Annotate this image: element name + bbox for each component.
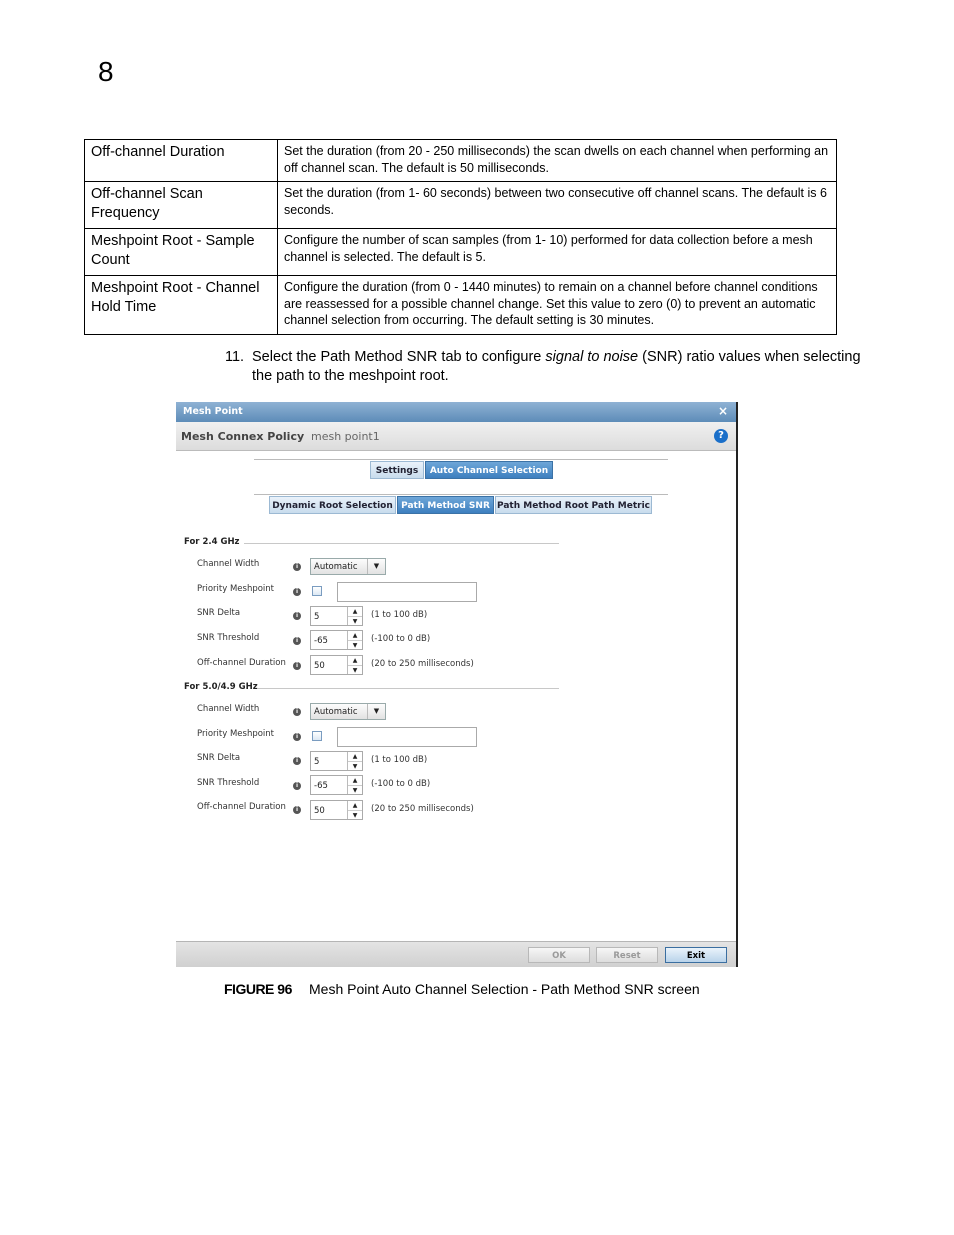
section-divider	[244, 543, 559, 544]
mesh-point-screenshot	[176, 402, 738, 967]
channel-width-select[interactable]	[310, 558, 386, 575]
window-titlebar	[176, 402, 736, 422]
priority-meshpoint-checkbox[interactable]	[312, 586, 322, 596]
stepper-buttons[interactable]	[347, 776, 362, 794]
stepper-down-icon[interactable]: ▼	[352, 787, 358, 794]
snr-threshold-stepper[interactable]	[310, 775, 363, 795]
stepper-up-icon[interactable]: ▲	[348, 631, 362, 641]
offchannel-duration-value: 50	[314, 806, 325, 816]
stepper-up-icon[interactable]: ▲	[348, 656, 362, 666]
exit-button[interactable]: Exit	[665, 947, 727, 963]
tab-path-method-snr[interactable]: Path Method SNR	[397, 496, 494, 514]
info-icon[interactable]: i	[293, 757, 301, 765]
channel-width-value: Automatic	[314, 562, 358, 572]
ok-button[interactable]: OK	[528, 947, 590, 963]
step-tab-name: Path Method SNR	[320, 349, 438, 365]
offchannel-duration-stepper[interactable]	[310, 655, 363, 675]
info-icon[interactable]: i	[293, 563, 301, 571]
stepper-down-icon[interactable]: ▼	[352, 667, 358, 674]
snr-threshold-value: -65	[314, 781, 328, 791]
close-icon[interactable]: ×	[717, 404, 728, 418]
snr-threshold-label: SNR Threshold	[197, 633, 260, 643]
stepper-down-icon[interactable]: ▼	[352, 618, 358, 625]
snr-delta-range: (1 to 100 dB)	[371, 610, 428, 620]
reset-button[interactable]: Reset	[596, 947, 658, 963]
figure-caption	[224, 981, 700, 997]
snr-delta-stepper[interactable]	[310, 751, 363, 771]
snr-delta-label: SNR Delta	[197, 608, 241, 618]
step-number: 11.	[225, 349, 245, 365]
stepper-down-icon[interactable]: ▼	[352, 812, 358, 819]
window-title: Mesh Point	[183, 406, 243, 417]
param-name: Off-channel Duration	[85, 140, 278, 182]
offchannel-duration-range: (20 to 250 milliseconds)	[371, 804, 474, 814]
step-text	[252, 348, 872, 386]
snr-delta-stepper[interactable]	[310, 606, 363, 626]
param-name: Off-channel Scan Frequency	[85, 182, 278, 229]
stepper-down-icon[interactable]: ▼	[352, 763, 358, 770]
param-description: Configure the number of scan samples (from 1- 10) performed for data collection before a mesh channel is selected. The default is 5.	[278, 229, 837, 276]
figure-title: Mesh Point Auto Channel Selection - Path Method SNR screen	[309, 981, 700, 997]
param-name: Meshpoint Root - Sample Count	[85, 229, 278, 276]
tab-dynamic-root-selection[interactable]: Dynamic Root Selection	[269, 496, 396, 514]
info-icon[interactable]: i	[293, 733, 301, 741]
priority-meshpoint-checkbox[interactable]	[312, 731, 322, 741]
snr-threshold-label: SNR Threshold	[197, 778, 260, 788]
stepper-up-icon[interactable]: ▲	[348, 776, 362, 786]
priority-meshpoint-label: Priority Meshpoint	[197, 584, 275, 594]
stepper-buttons[interactable]	[347, 656, 362, 674]
stepper-down-icon[interactable]: ▼	[352, 642, 358, 649]
snr-delta-label: SNR Delta	[197, 753, 241, 763]
stepper-buttons[interactable]	[347, 631, 362, 649]
stepper-buttons[interactable]	[347, 752, 362, 770]
snr-threshold-range: (-100 to 0 dB)	[371, 634, 431, 644]
tab-divider	[254, 494, 668, 495]
snr-delta-value: 5	[314, 612, 320, 622]
channel-width-value: Automatic	[314, 707, 358, 717]
snr-threshold-stepper[interactable]	[310, 630, 363, 650]
info-icon[interactable]: i	[293, 588, 301, 596]
chevron-down-icon: ▼	[367, 559, 385, 574]
section-divider	[258, 688, 559, 689]
snr-delta-range: (1 to 100 dB)	[371, 755, 428, 765]
snr-delta-value: 5	[314, 757, 320, 767]
parameter-table	[84, 139, 837, 335]
table-row	[85, 276, 837, 335]
dialog-footer	[176, 941, 736, 967]
offchannel-duration-label: Off-channel Duration	[197, 802, 286, 812]
section-title-5ghz: For 5.0/4.9 GHz	[184, 682, 258, 692]
priority-meshpoint-label: Priority Meshpoint	[197, 729, 275, 739]
info-icon[interactable]: i	[293, 662, 301, 670]
policy-name: mesh point1	[311, 430, 380, 443]
info-icon[interactable]: i	[293, 612, 301, 620]
step-text-part: tab to configure	[437, 349, 546, 365]
info-icon[interactable]: i	[293, 637, 301, 645]
info-icon[interactable]: i	[293, 806, 301, 814]
snr-threshold-value: -65	[314, 636, 328, 646]
tab-path-method-root-path-metric[interactable]: Path Method Root Path Metric	[495, 496, 652, 514]
priority-meshpoint-input[interactable]	[337, 582, 477, 602]
offchannel-duration-stepper[interactable]	[310, 800, 363, 820]
info-icon[interactable]: i	[293, 782, 301, 790]
stepper-up-icon[interactable]: ▲	[348, 607, 362, 617]
channel-width-select[interactable]	[310, 703, 386, 720]
table-row	[85, 140, 837, 182]
channel-width-label: Channel Width	[197, 559, 260, 569]
info-icon[interactable]: i	[293, 708, 301, 716]
stepper-buttons[interactable]	[347, 801, 362, 819]
step-text-part: (SNR) ratio values when selecting the path to the meshpoint root.	[252, 349, 861, 384]
tab-settings[interactable]: Settings	[370, 461, 424, 479]
tab-auto-channel-selection[interactable]: Auto Channel Selection	[425, 461, 553, 479]
channel-width-label: Channel Width	[197, 704, 260, 714]
priority-meshpoint-input[interactable]	[337, 727, 477, 747]
section-title-2-4ghz: For 2.4 GHz	[184, 537, 240, 547]
tab-divider	[254, 459, 668, 460]
policy-label: Mesh Connex Policy	[181, 430, 305, 443]
stepper-up-icon[interactable]: ▲	[348, 752, 362, 762]
step-text-part: Select the	[252, 349, 321, 365]
param-name: Meshpoint Root - Channel Hold Time	[85, 276, 278, 335]
chevron-down-icon: ▼	[367, 704, 385, 719]
figure-number: FIGURE 96	[224, 981, 292, 997]
offchannel-duration-label: Off-channel Duration	[197, 658, 286, 668]
param-description: Set the duration (from 1- 60 seconds) between two consecutive off channel scans. The default is 6 seconds.	[278, 182, 837, 229]
param-description: Configure the duration (from 0 - 1440 minutes) to remain on a channel before channel conditions are reassessed for a possible channel change. Set this value to zero (0) to prevent an automatic channel selection from occurring. The default setting is 30 minutes.	[278, 276, 837, 335]
offchannel-duration-value: 50	[314, 661, 325, 671]
snr-threshold-range: (-100 to 0 dB)	[371, 779, 431, 789]
step-italic-term: signal to noise	[545, 349, 639, 365]
param-description: Set the duration (from 20 - 250 milliseconds) the scan dwells on each channel when performing an off channel scan. The default is 50 milliseconds.	[278, 140, 837, 182]
chapter-number: 8	[98, 56, 114, 87]
offchannel-duration-range: (20 to 250 milliseconds)	[371, 659, 474, 669]
policy-header	[176, 422, 736, 451]
stepper-up-icon[interactable]: ▲	[348, 801, 362, 811]
help-icon[interactable]: ?	[714, 429, 728, 443]
table-row	[85, 229, 837, 276]
stepper-buttons[interactable]	[347, 607, 362, 625]
table-row	[85, 182, 837, 229]
